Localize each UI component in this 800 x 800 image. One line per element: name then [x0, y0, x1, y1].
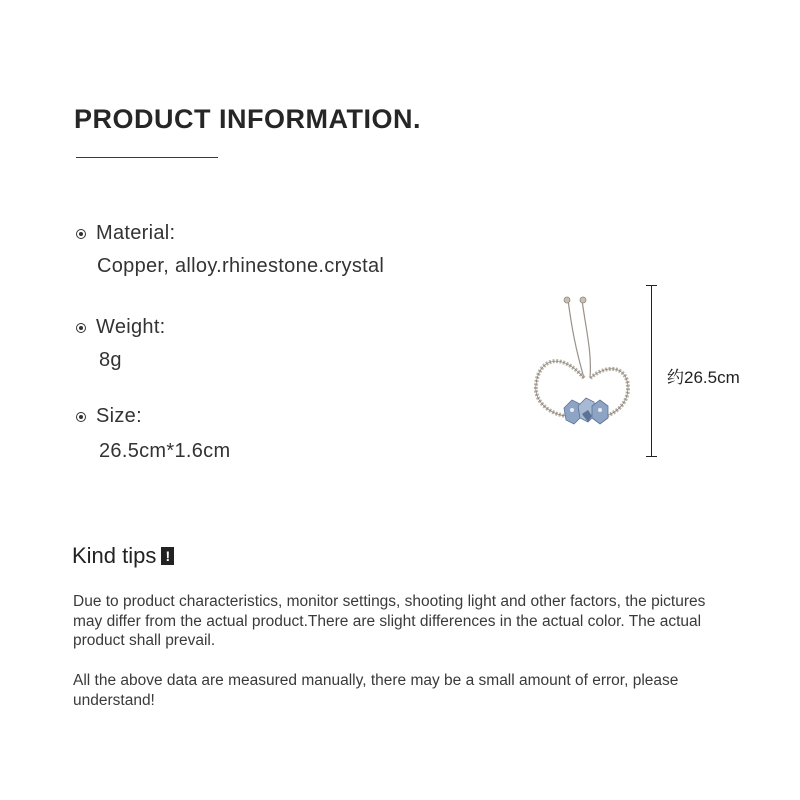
- crystal-cluster: [564, 398, 608, 424]
- kind-tips-paragraph: Due to product characteristics, monitor settings, shooting light and other factors, the pictures may differ from the actual product.There are slight differences in the actual color. The actual product shall prevail.: [73, 593, 706, 649]
- bracelet-image: [520, 290, 640, 440]
- spec-material: [76, 222, 384, 278]
- kind-tips-heading: [72, 543, 174, 569]
- spec-value: 8g: [99, 349, 122, 371]
- dimension-label: 约26.5cm: [667, 368, 740, 387]
- spec-label: Size:: [96, 405, 142, 427]
- spec-label: Weight:: [96, 316, 166, 338]
- bullet-icon: [76, 412, 86, 422]
- spec-size: [76, 405, 230, 463]
- spec-label: Material:: [96, 222, 176, 244]
- exclamation-icon: !: [161, 547, 174, 565]
- bullet-icon: [76, 323, 86, 333]
- page-title: PRODUCT INFORMATION.: [74, 104, 421, 134]
- bullet-icon: [76, 229, 86, 239]
- dimension-line: [651, 285, 652, 457]
- spec-weight: [76, 316, 166, 372]
- spec-value: 26.5cm*1.6cm: [99, 440, 231, 462]
- dimension-cap-top: [646, 285, 657, 286]
- kind-tips-title: Kind tips: [72, 543, 157, 568]
- kind-tips-paragraph: All the above data are measured manually, there may be a small amount of error, please understand!: [73, 672, 679, 709]
- title-divider: [76, 157, 218, 158]
- dimension-cap-bottom: [646, 456, 657, 457]
- spec-value: Copper, alloy.rhinestone.crystal: [97, 255, 385, 277]
